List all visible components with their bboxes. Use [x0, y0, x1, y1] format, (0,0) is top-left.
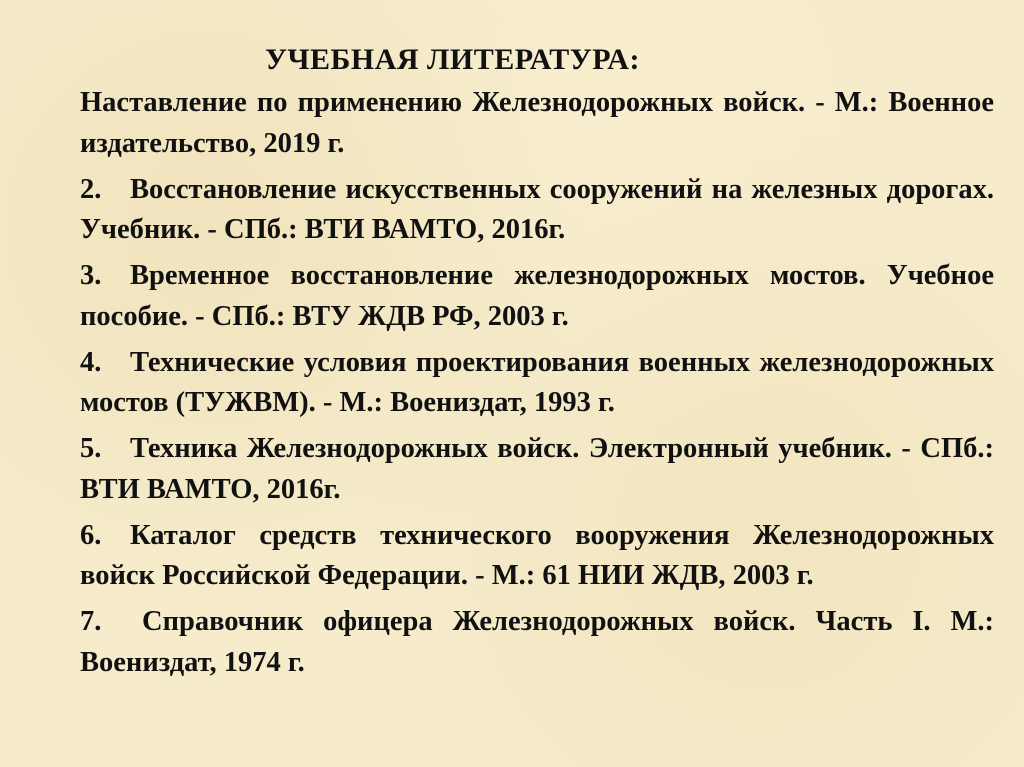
entry-number: 6. [80, 519, 102, 551]
entry-text: Временное восстановление железнодорожных мостов. Учебное пособие. - СПб.: ВТУ ЖДВ РФ, 2003 г. [80, 260, 994, 332]
list-item [80, 343, 994, 424]
list-item [80, 170, 994, 251]
list-item [80, 516, 994, 597]
entry-number: 5. [80, 433, 102, 464]
entry-text: Каталог средств технического вооружения Железнодорожных войск Российской Федерации. - М.: 61 НИИ ЖДВ, 2003 г. [80, 519, 994, 591]
list-item [80, 256, 994, 337]
list-item [80, 83, 994, 164]
entry-number: 3. [80, 260, 102, 291]
entry-number: 4. [80, 346, 102, 378]
entry-text: Наставление по применению Железнодорожных войск. - М.: Военное издательство, 2019 г. [80, 87, 994, 159]
entry-number: 7. [80, 606, 102, 637]
entry-text: Справочник офицера Железнодорожных войск. Часть I. М.: Воениздат, 1974 г. [80, 606, 994, 678]
entry-text: Восстановление искусственных сооружений на железных дорогах. Учебник. - СПб.: ВТИ ВАМТО, 2016г. [80, 173, 994, 245]
entry-text: Технические условия проектирования военных железнодорожных мостов (ТУЖВМ). - М.: Воениздат, 1993 г. [80, 346, 994, 418]
literature-list [80, 83, 994, 689]
entry-number: 2. [80, 173, 102, 205]
entry-text: Техника Железнодорожных войск. Электронный учебник. - СПб.: ВТИ ВАМТО, 2016г. [80, 433, 994, 505]
slide-title: УЧЕБНАЯ ЛИТЕРАТУРА: [265, 43, 640, 76]
list-item [80, 602, 994, 683]
list-item [80, 429, 994, 510]
